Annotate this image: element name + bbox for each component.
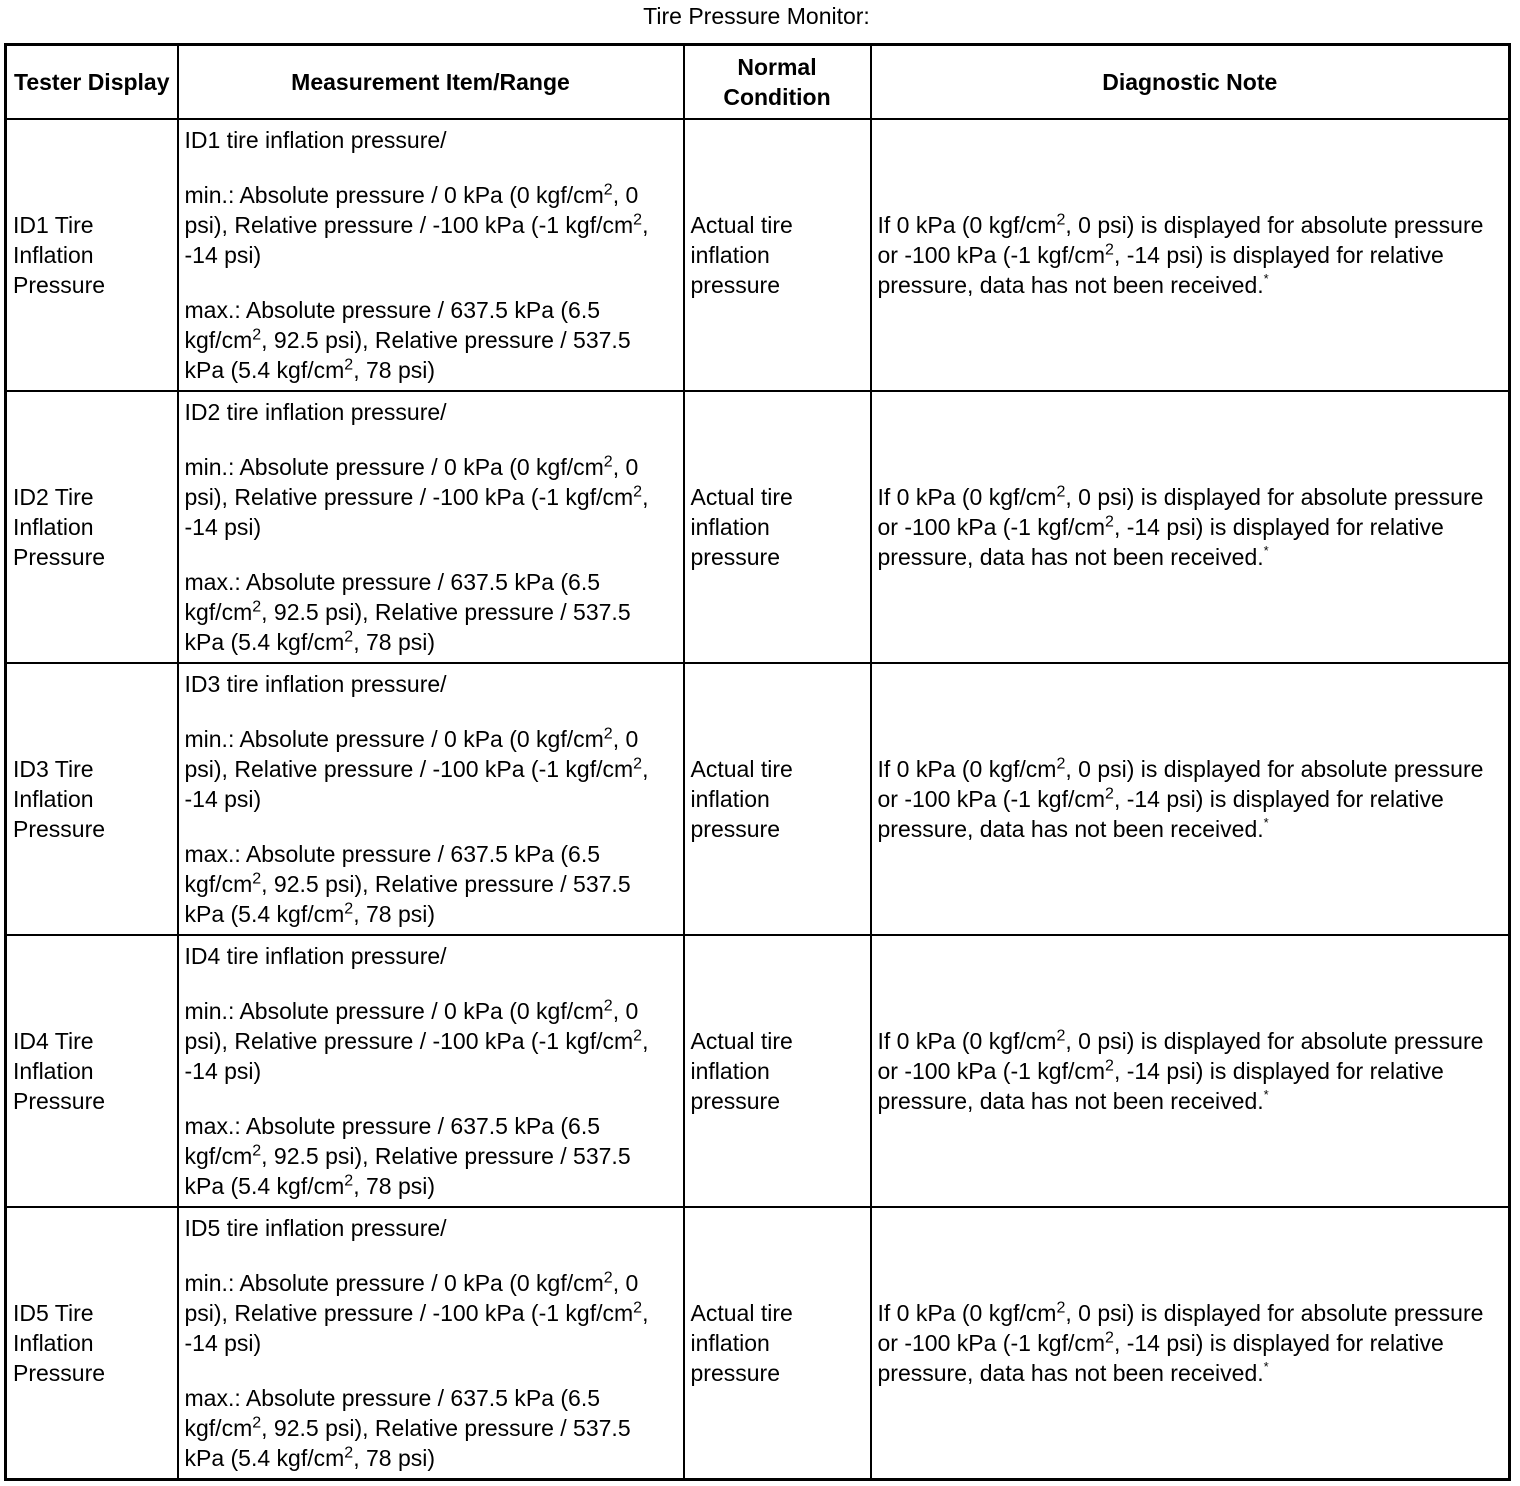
max-range-part: , 92.5 psi), Relative pressure / 537.5 kPa (5.4 kgf/cm [184,326,631,383]
max-range-part: max.: Absolute pressure / 637.5 kPa (6.5 kgf/cm [184,568,601,625]
min-range-part: , -14 psi) [184,755,649,812]
diagnostic-note-cell [871,935,1510,1207]
max-range-part: max.: Absolute pressure / 637.5 kPa (6.5 kgf/cm [184,296,601,353]
min-range-part: , 0 psi), Relative pressure / -100 kPa (-1 kgf/cm [184,1269,639,1326]
normal-condition-cell: Actual tire inflation pressure [684,391,871,663]
tester-display-cell: ID5 Tire Inflation Pressure [6,1207,178,1480]
superscript-two: 2 [1105,240,1114,258]
item-label: ID4 tire inflation pressure/ [184,942,447,969]
min-range [185,996,677,1086]
note-part: , 0 psi) is displayed for absolute pressure or -100 kPa (-1 kgf/cm [877,211,1484,268]
max-range-part: , 92.5 psi), Relative pressure / 537.5 kPa (5.4 kgf/cm [184,1414,631,1471]
max-range-part: , 92.5 psi), Relative pressure / 537.5 kPa (5.4 kgf/cm [184,598,631,655]
footnote-asterisk: * [1263,270,1269,286]
superscript-two: 2 [252,325,262,343]
superscript-two: 2 [1105,512,1114,530]
item-label: ID5 tire inflation pressure/ [184,1214,447,1241]
max-range-part: , 78 psi) [353,628,436,655]
max-range-part: , 92.5 psi), Relative pressure / 537.5 kPa (5.4 kgf/cm [184,870,631,927]
measurement-range-cell [178,1207,684,1480]
max-range [185,295,677,385]
superscript-two: 2 [633,482,643,500]
superscript-two: 2 [1056,482,1066,500]
note-part: , 0 psi) is displayed for absolute pressure or -100 kPa (-1 kgf/cm [877,483,1484,540]
diagnostic-note-cell [871,119,1510,391]
normal-condition-cell: Actual tire inflation pressure [684,935,871,1207]
min-range [185,724,677,814]
superscript-two: 2 [344,900,354,918]
note-part: If 0 kPa (0 kgf/cm [877,211,1057,238]
max-range-part: max.: Absolute pressure / 637.5 kPa (6.5 kgf/cm [184,1112,601,1169]
tester-display-cell: ID3 Tire Inflation Pressure [6,663,178,935]
diagnostic-note-cell [871,1207,1510,1480]
superscript-two: 2 [252,1414,262,1432]
min-range-part: , 0 psi), Relative pressure / -100 kPa (-1 kgf/cm [184,181,639,238]
measurement-range-cell [178,119,684,391]
note-part: If 0 kPa (0 kgf/cm [877,1027,1057,1054]
header-tester-display: Tester Display [6,45,178,119]
max-range-part: , 78 psi) [353,1172,436,1199]
footnote-asterisk: * [1263,1086,1269,1102]
note-part: , 0 psi) is displayed for absolute pressure or -100 kPa (-1 kgf/cm [877,755,1484,812]
header-diagnostic-note: Diagnostic Note [871,45,1510,119]
note-part: , 0 psi) is displayed for absolute pressure or -100 kPa (-1 kgf/cm [877,1027,1484,1084]
superscript-two: 2 [252,597,262,615]
note-part: , -14 psi) is displayed for relative pressure, data has not been received. [877,241,1444,298]
min-range-part: , -14 psi) [184,1299,649,1356]
superscript-two: 2 [1105,1057,1114,1075]
max-range-part: , 78 psi) [353,356,436,383]
table-row [6,391,1510,663]
item-label: ID1 tire inflation pressure/ [184,126,447,153]
superscript-two: 2 [1056,1299,1066,1317]
table-row [6,1207,1510,1480]
min-range [185,1268,677,1358]
note-part: , -14 psi) is displayed for relative pressure, data has not been received. [877,1329,1444,1386]
item-label: ID3 tire inflation pressure/ [184,670,447,697]
note-part: , -14 psi) is displayed for relative pressure, data has not been received. [877,513,1444,570]
max-range-part: , 78 psi) [353,1444,436,1471]
min-range-part: min.: Absolute pressure / 0 kPa (0 kgf/cm [184,725,604,752]
min-range [185,180,677,270]
min-range-part: min.: Absolute pressure / 0 kPa (0 kgf/cm [184,181,604,208]
measurement-range-cell [178,663,684,935]
superscript-two: 2 [603,180,613,198]
max-range-part: , 78 psi) [353,900,436,927]
min-range-part: , -14 psi) [184,211,649,268]
max-range [185,1383,677,1473]
min-range [185,452,677,542]
tire-pressure-table [4,43,1511,1481]
superscript-two: 2 [1105,785,1114,803]
superscript-two: 2 [1056,1027,1066,1045]
min-range-part: , 0 psi), Relative pressure / -100 kPa (-1 kgf/cm [184,997,639,1054]
note-part: , -14 psi) is displayed for relative pressure, data has not been received. [877,785,1444,842]
item-label: ID2 tire inflation pressure/ [184,398,447,425]
min-range-part: , -14 psi) [184,1027,649,1084]
page-title: Tire Pressure Monitor: [643,3,870,29]
tester-display-cell: ID2 Tire Inflation Pressure [6,391,178,663]
superscript-two: 2 [1105,1329,1114,1347]
min-range-part: , -14 psi) [184,483,649,540]
diagnostic-note-cell [871,663,1510,935]
superscript-two: 2 [603,452,613,470]
superscript-two: 2 [344,355,354,373]
min-range-part: , 0 psi), Relative pressure / -100 kPa (-1 kgf/cm [184,725,639,782]
note-part: , 0 psi) is displayed for absolute pressure or -100 kPa (-1 kgf/cm [877,1299,1484,1356]
min-range-part: min.: Absolute pressure / 0 kPa (0 kgf/cm [184,997,604,1024]
superscript-two: 2 [344,627,354,645]
superscript-two: 2 [252,870,262,888]
superscript-two: 2 [603,1269,613,1287]
superscript-two: 2 [344,1444,354,1462]
diagnostic-note-cell [871,391,1510,663]
note-part: , -14 psi) is displayed for relative pressure, data has not been received. [877,1057,1444,1114]
superscript-two: 2 [633,755,643,773]
superscript-two: 2 [633,210,643,228]
superscript-two: 2 [344,1172,354,1190]
superscript-two: 2 [1056,755,1066,773]
measurement-range-cell [178,391,684,663]
superscript-two: 2 [252,1142,262,1160]
max-range-part: max.: Absolute pressure / 637.5 kPa (6.5 kgf/cm [184,840,601,897]
tester-display-cell: ID4 Tire Inflation Pressure [6,935,178,1207]
footnote-asterisk: * [1263,542,1269,558]
header-row [6,45,1510,119]
min-range-part: min.: Absolute pressure / 0 kPa (0 kgf/cm [184,1269,604,1296]
normal-condition-cell: Actual tire inflation pressure [684,119,871,391]
superscript-two: 2 [633,1027,643,1045]
min-range-part: min.: Absolute pressure / 0 kPa (0 kgf/cm [184,453,604,480]
max-range-part: , 92.5 psi), Relative pressure / 537.5 kPa (5.4 kgf/cm [184,1142,631,1199]
max-range [185,839,677,929]
normal-condition-cell: Actual tire inflation pressure [684,1207,871,1480]
measurement-range-cell [178,935,684,1207]
table-row [6,119,1510,391]
note-part: If 0 kPa (0 kgf/cm [877,483,1057,510]
table-row [6,663,1510,935]
max-range-part: max.: Absolute pressure / 637.5 kPa (6.5 kgf/cm [184,1384,601,1441]
superscript-two: 2 [633,1299,643,1317]
header-normal-condition: Normal Condition [684,45,871,119]
superscript-two: 2 [603,997,613,1015]
note-part: If 0 kPa (0 kgf/cm [877,755,1057,782]
max-range [185,567,677,657]
max-range [185,1111,677,1201]
header-measurement: Measurement Item/Range [178,45,684,119]
normal-condition-cell: Actual tire inflation pressure [684,663,871,935]
min-range-part: , 0 psi), Relative pressure / -100 kPa (-1 kgf/cm [184,453,639,510]
superscript-two: 2 [603,725,613,743]
footnote-asterisk: * [1263,814,1269,830]
table-row [6,935,1510,1207]
superscript-two: 2 [1056,210,1066,228]
note-part: If 0 kPa (0 kgf/cm [877,1299,1057,1326]
tester-display-cell: ID1 Tire Inflation Pressure [6,119,178,391]
footnote-asterisk: * [1263,1358,1269,1374]
